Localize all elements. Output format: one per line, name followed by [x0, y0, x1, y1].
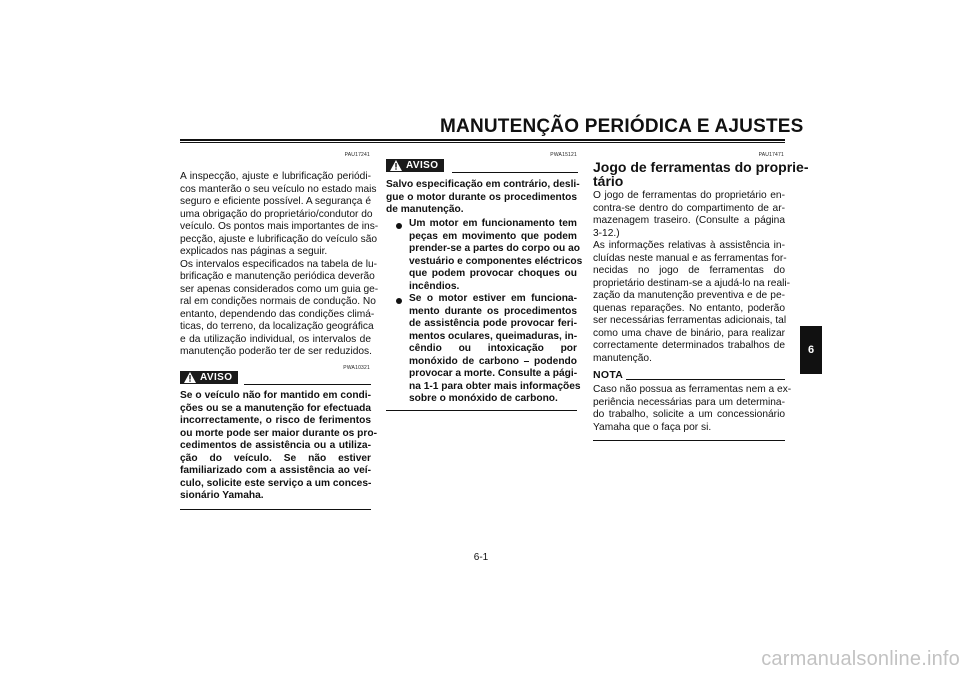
warning-rule [244, 384, 371, 385]
text-line: culo, solicite este serviço a um conces- [180, 477, 372, 489]
text-line: como uma chave de binário, para realizar [593, 327, 785, 339]
text-line: brificação e manutenção periódica deverão [180, 271, 375, 282]
section-heading [593, 159, 809, 189]
text-line: ser apenas considerados como um guia ge- [180, 283, 379, 295]
text-line: quenas reparações. No entanto, poderão [593, 302, 785, 314]
text-line: ção do veículo. Se não estiver [180, 452, 371, 464]
text-line: uma obrigação do proprietário/condutor do [180, 208, 373, 220]
text-line: correctamente determinados trabalhos de [593, 340, 785, 351]
text-line: incêndios. [409, 280, 460, 292]
body-paragraph [593, 190, 791, 365]
text-line: periência necessárias para um determina- [593, 396, 785, 408]
warning-code: PWA10321 [343, 365, 370, 371]
warning-end-rule [386, 410, 577, 411]
text-line: ticas, do terreno, da localização geográfica [180, 321, 374, 332]
text-line: na 1-1 para obter mais informações [409, 380, 581, 392]
title-rule [180, 139, 785, 141]
title-rule-thin [180, 142, 785, 143]
nota-rule [626, 379, 785, 380]
text-line: veículo. Os pontos mais importantes de ins- [180, 221, 379, 232]
text-line: e da utilização individual, os intervalos de [180, 333, 371, 345]
warning-text [180, 390, 377, 503]
text-line: explicados nas páginas a seguir. [180, 246, 328, 257]
text-line: ou morte pode ser maior durante os pro- [180, 427, 377, 439]
text-line: incorrectamente, o risco de ferimentos [180, 415, 371, 426]
watermark: carmanualsonline.info [761, 648, 960, 670]
warning-label: AVISO [406, 160, 439, 171]
bullet-item [409, 293, 581, 406]
text-line: sobre o monóxido de carbono. [409, 393, 558, 404]
heading-line: Jogo de ferramentas do proprie- [593, 159, 809, 175]
nota-text [593, 384, 792, 434]
text-line: contra-se dentro do compartimento de ar- [593, 202, 785, 214]
text-line: familiarizado com a assistência ao veí- [180, 465, 371, 476]
text-line: pecção, ajuste e lubrificação do veículo são [180, 233, 378, 245]
text-line: Yamaha que o faça por si. [593, 421, 712, 433]
text-line: mazenagem traseiro. (Consulte a página [593, 215, 785, 226]
warning-end-rule [180, 509, 371, 510]
text-line: cluídas neste manual e as ferramentas for- [593, 252, 787, 264]
text-line: necidas no jogo de ferramentas do [593, 265, 785, 276]
text-line: A inspecção, ajuste e lubrificação periódi- [180, 171, 371, 182]
warning-triangle-icon [184, 372, 196, 383]
text-line: vestuário e componentes eléctricos [409, 255, 583, 267]
chapter-tab: 6 [800, 326, 822, 374]
text-line: Se o veículo não for mantido em condi- [180, 390, 371, 401]
text-line: O jogo de ferramentas do proprietário en- [593, 190, 785, 201]
text-line: Salvo especificação em contrário, desli- [386, 179, 580, 190]
page-title: MANUTENÇÃO PERIÓDICA E AJUSTES [440, 116, 804, 137]
warning-code: PWA15121 [550, 152, 577, 158]
text-line: mento durante os procedimentos [409, 305, 577, 317]
nota-label: NOTA [593, 369, 624, 381]
text-line: que podem provocar choques ou [409, 268, 577, 279]
text-line: sionário Yamaha. [180, 490, 264, 501]
text-line: Os intervalos especificados na tabela de lu- [180, 258, 378, 270]
text-line: cêndio ou intoxicação por [409, 343, 577, 354]
text-line: provocar a morte. Consulte a pági- [409, 368, 578, 379]
heading-line: tário [593, 173, 624, 189]
text-line: peças em movimento que podem [409, 230, 577, 242]
warning-triangle-icon [390, 160, 402, 171]
warning-rule [452, 172, 578, 173]
section-code: PAU17241 [344, 152, 370, 158]
text-line: Caso não possua as ferramentas nem a ex- [593, 384, 792, 395]
warning-label: AVISO [200, 372, 233, 383]
warning-badge [180, 371, 238, 384]
text-line: ções ou se a manutenção for efectuada [180, 402, 371, 414]
text-line: de manutenção. [386, 204, 464, 215]
warning-badge [386, 159, 444, 172]
text-line: 3-12.) [593, 227, 620, 239]
bullet-dot [396, 223, 402, 229]
nota-end-rule [593, 440, 785, 441]
text-line: cos manterão o seu veículo no estado mais [180, 183, 377, 195]
text-line: monóxido de carbono – podendo [409, 355, 577, 367]
text-line: zação da manutenção preventiva e de pe- [593, 290, 785, 301]
text-line: ser necessárias ferramentas adicionais, tal [593, 315, 787, 326]
text-line: entanto, dependendo das condições climá- [180, 308, 375, 320]
bullet-item [409, 218, 583, 293]
text-line: prender-se a partes do corpo ou ao [409, 243, 580, 254]
text-line: manutenção. [593, 352, 652, 364]
text-line: do trabalho, solicite a um concessionário [593, 409, 785, 420]
text-line: cedimentos de assistência ou a utiliza- [180, 440, 371, 451]
warning-intro [386, 179, 580, 217]
section-code: PAU17471 [758, 152, 784, 158]
text-line: Se o motor estiver em funciona- [409, 293, 577, 304]
text-line: mentos oculares, queimaduras, in- [409, 330, 578, 342]
intro-paragraph [180, 171, 379, 359]
page-number: 6-1 [473, 552, 489, 563]
text-line: Um motor em funcionamento tem [409, 218, 577, 229]
bullet-dot [396, 298, 402, 304]
text-line: proprietário destinam-se a ajudá-lo na reali- [593, 277, 791, 289]
text-line: de assistência pode provocar feri- [409, 318, 577, 329]
text-line: gue o motor durante os procedimentos [386, 191, 577, 203]
text-line: ral em condições normais de condução. No [180, 296, 376, 307]
text-line: As informações relativas à assistência in- [593, 240, 785, 251]
text-line: seguro e eficiente possível. A segurança é [180, 196, 371, 207]
text-line: manutenção poderão ter de ser reduzidos. [180, 346, 372, 357]
